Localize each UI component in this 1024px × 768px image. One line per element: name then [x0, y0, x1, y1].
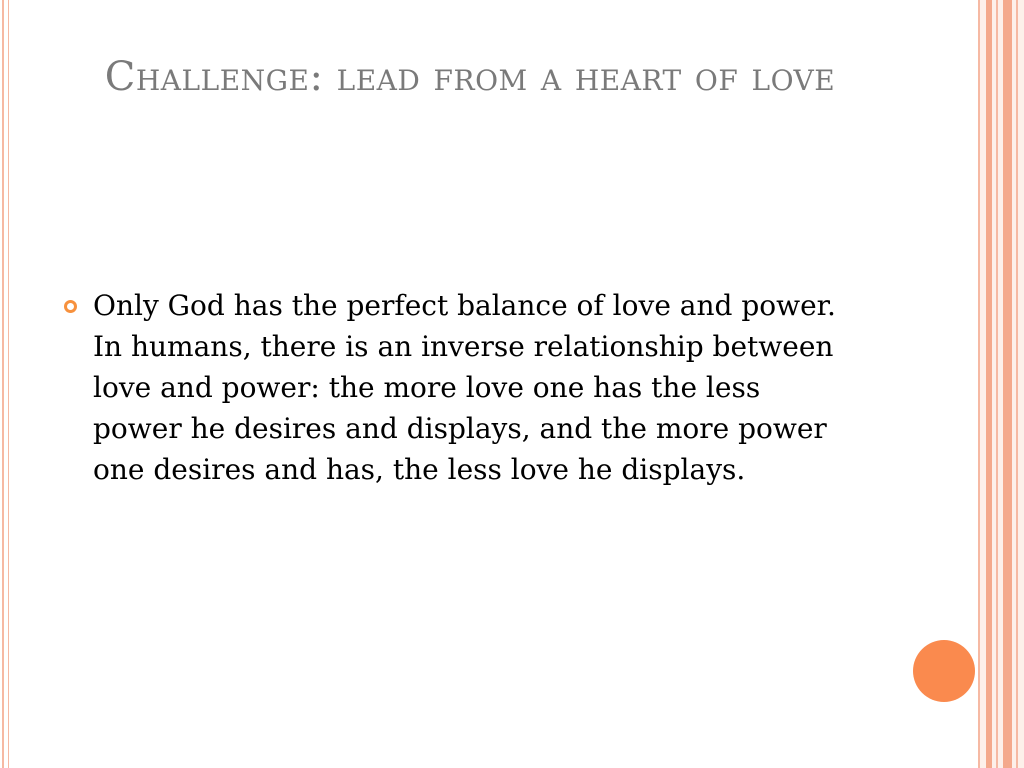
- bullet-item: [60, 285, 840, 490]
- right-stripe: [978, 0, 980, 768]
- slide-title: Challenge: lead from a heart of love: [104, 54, 836, 100]
- right-stripe: [1016, 0, 1018, 768]
- left-border-line-inner: [8, 0, 9, 768]
- right-stripe: [996, 0, 998, 768]
- right-stripe: [986, 0, 992, 768]
- left-border-line: [2, 0, 4, 768]
- decorative-circle: [913, 640, 975, 702]
- right-stripe: [1003, 0, 1012, 768]
- hollow-circle-bullet-icon: [64, 300, 77, 313]
- bullet-text: Only God has the perfect balance of love and power. In humans, there is an inverse relationship between love and power: the more love one has the less power he desires and displays, and the more power one desires and has, the less love he displays.: [93, 289, 836, 486]
- bullet-list: [60, 285, 840, 490]
